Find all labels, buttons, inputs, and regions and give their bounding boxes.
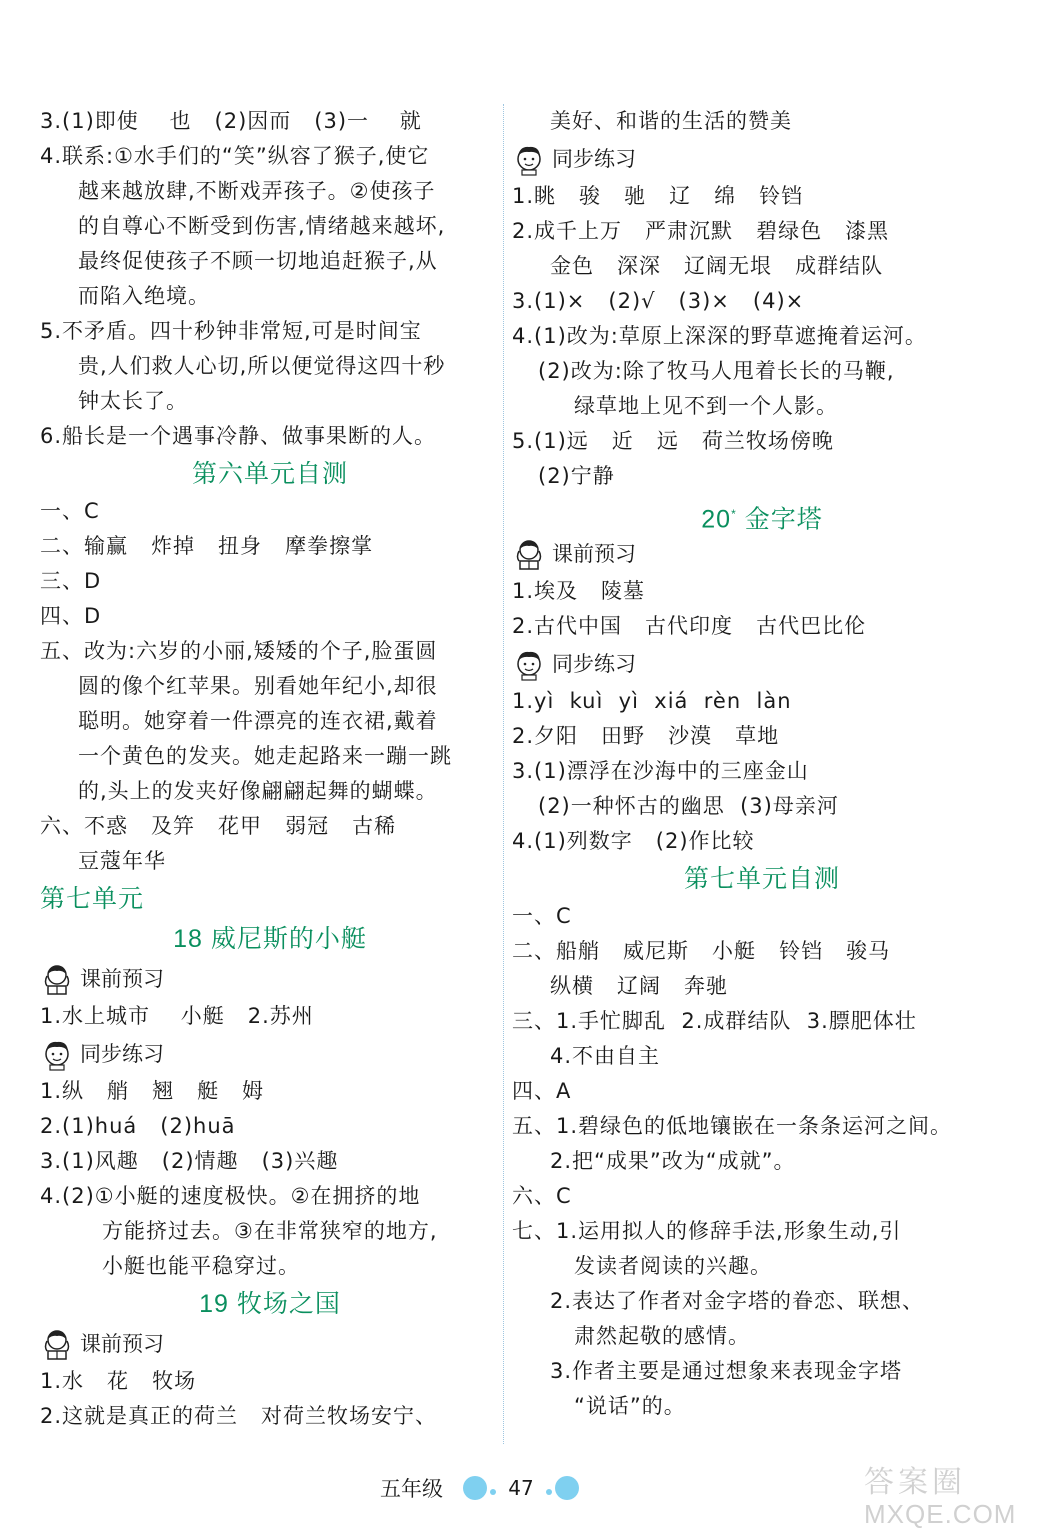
answer-line: 金色 深深 辽阔无垠 成群结队	[550, 254, 884, 278]
right-column	[512, 104, 1012, 1424]
answer-line: “说话”的。	[574, 1394, 686, 1418]
page-number-badge	[461, 1470, 581, 1506]
preview-label: 课前预习	[80, 1332, 164, 1356]
preview-label: 课前预习	[80, 967, 164, 991]
answer-line: 四、A	[512, 1079, 572, 1103]
answer-line: 4.不由自主	[550, 1044, 661, 1068]
answer-line: (2)一种怀古的幽思 (3)母亲河	[538, 794, 839, 818]
practice-section-header	[40, 1034, 500, 1074]
left-column	[40, 104, 500, 1434]
preview-label: 课前预习	[552, 542, 636, 566]
boy-face-icon	[512, 647, 546, 681]
answer-line: 3.(1)风趣 (2)情趣 (3)兴趣	[40, 1149, 339, 1173]
answer-line: 肃然起敬的感情。	[574, 1324, 750, 1348]
lesson20-number: 20	[701, 505, 732, 534]
answer-line: 三、D	[40, 569, 102, 593]
answer-line: 最终促使孩子不顾一切地追赶猴子,从	[78, 249, 438, 273]
answer-line: 2.(1)huá (2)huā	[40, 1114, 236, 1138]
practice-label: 同步练习	[80, 1042, 164, 1066]
answer-line: 4.(1)列数字 (2)作比较	[512, 829, 755, 853]
grade-label: 五年级	[380, 1477, 443, 1501]
answer-line: 豆蔻年华	[78, 849, 166, 873]
answer-line: 3.(1)即使 也 (2)因而 (3)一 就	[40, 109, 422, 133]
preview-section-header	[40, 1324, 500, 1364]
unit7-test-title: 第七单元自测	[683, 865, 840, 893]
lesson20-name: 金字塔	[744, 505, 823, 534]
answer-line: 的自尊心不断受到伤害,情绪越来越坏,	[78, 214, 446, 238]
answer-line: 圆的像个红苹果。别看她年纪小,却很	[78, 674, 438, 698]
watermark-url: MXQE.COM	[864, 1499, 1017, 1529]
answer-line: 4.(2)①小艇的速度极快。②在拥挤的地	[40, 1184, 421, 1208]
answer-line: 2.这就是真正的荷兰 对荷兰牧场安宁、	[40, 1404, 438, 1428]
answer-line: 贵,人们救人心切,所以便觉得这四十秒	[78, 354, 446, 378]
answer-line: 六、不惑 及笄 花甲 弱冠 古稀	[40, 814, 397, 838]
answer-line: 2.成千上万 严肃沉默 碧绿色 漆黑	[512, 219, 890, 243]
preview-section-header	[40, 959, 500, 999]
page-footer	[380, 1468, 581, 1508]
answer-line: 的,头上的发夹好像翩翩起舞的蝴蝶。	[78, 779, 438, 803]
answer-line: 4.(1)改为:草原上深深的野草遮掩着运河。	[512, 324, 927, 348]
watermark-text: 答案圈	[864, 1466, 966, 1499]
answer-line: 而陷入绝境。	[78, 284, 210, 308]
answer-line: 3.(1)× (2)√ (3)× (4)×	[512, 289, 805, 313]
girl-reading-icon	[512, 537, 546, 571]
boy-face-icon	[40, 1037, 74, 1071]
answer-line: 2.古代中国 古代印度 古代巴比伦	[512, 614, 867, 638]
answer-line: 1.水上城市 小艇 2.苏州	[40, 1004, 314, 1028]
answer-line: 六、C	[512, 1184, 572, 1208]
answer-line: 绿草地上见不到一个人影。	[574, 394, 838, 418]
answer-line: 聪明。她穿着一件漂亮的连衣裙,戴着	[78, 709, 438, 733]
answer-line: 纵横 辽阔 奔驰	[550, 974, 729, 998]
column-divider	[503, 104, 504, 1444]
answer-line: 七、1.运用拟人的修辞手法,形象生动,引	[512, 1219, 902, 1243]
answer-line: 一、C	[40, 499, 100, 523]
answer-line: 1.眺 骏 驰 辽 绵 铃铛	[512, 184, 804, 208]
practice-label: 同步练习	[552, 652, 636, 676]
answer-line: 三、1.手忙脚乱 2.成群结队 3.膘肥体壮	[512, 1009, 917, 1033]
answer-line: 发读者阅读的兴趣。	[574, 1254, 772, 1278]
unit7-title: 第七单元	[40, 885, 145, 913]
answer-line: 5.不矛盾。四十秒钟非常短,可是时间宝	[40, 319, 422, 343]
answer-line: 一、C	[512, 904, 572, 928]
lesson20-star: *	[731, 507, 737, 521]
answer-line: 五、改为:六岁的小丽,矮矮的个子,脸蛋圆	[40, 639, 438, 663]
preview-section-header	[512, 534, 1012, 574]
unit6-test-title: 第六单元自测	[191, 460, 348, 488]
answer-line: 1.水 花 牧场	[40, 1369, 197, 1393]
answer-line: 1.纵 艄 翘 艇 姆	[40, 1079, 265, 1103]
answer-line: 越来越放肆,不断戏弄孩子。②使孩子	[78, 179, 436, 203]
practice-section-header	[512, 644, 1012, 684]
girl-reading-icon	[40, 1327, 74, 1361]
answer-line: 美好、和谐的生活的赞美	[550, 109, 792, 133]
page-number: 47	[508, 1476, 534, 1500]
answer-line: 四、D	[40, 604, 102, 628]
practice-section-header	[512, 139, 1012, 179]
lesson19-title: 19 牧场之国	[199, 1290, 341, 1318]
lesson18-title: 18 威尼斯的小艇	[173, 925, 367, 953]
practice-label: 同步练习	[552, 147, 636, 171]
answer-line: (2)改为:除了牧马人甩着长长的马鞭,	[538, 359, 895, 383]
answer-line: 4.联系:①水手们的“笑”纵容了猴子,使它	[40, 144, 430, 168]
answer-line: 3.作者主要是通过想象来表现金字塔	[550, 1359, 903, 1383]
answer-line: 1.yì kuì yì xiá rèn làn	[512, 689, 792, 713]
answer-line: 5.(1)远 近 远 荷兰牧场傍晚	[512, 429, 834, 453]
answer-line: 6.船长是一个遇事冷静、做事果断的人。	[40, 424, 437, 448]
answer-line: 小艇也能平稳穿过。	[102, 1254, 300, 1278]
girl-reading-icon	[40, 962, 74, 996]
boy-face-icon	[512, 142, 546, 176]
answer-line: 二、输赢 炸掉 扭身 摩拳擦掌	[40, 534, 374, 558]
answer-line: 2.表达了作者对金字塔的眷恋、联想、	[550, 1289, 925, 1313]
answer-line: 方能挤过去。③在非常狭窄的地方,	[102, 1219, 438, 1243]
answer-line: 钟太长了。	[78, 389, 188, 413]
lesson20-title	[512, 494, 1012, 534]
answer-line: 一个黄色的发夹。她走起路来一蹦一跳	[78, 744, 452, 768]
answer-line: 2.夕阳 田野 沙漠 草地	[512, 724, 780, 748]
watermark	[864, 1466, 1040, 1530]
answer-line: (2)宁静	[538, 464, 615, 488]
answer-line: 2.把“成果”改为“成就”。	[550, 1149, 796, 1173]
answer-line: 3.(1)漂浮在沙海中的三座金山	[512, 759, 809, 783]
answer-line: 二、船艄 威尼斯 小艇 铃铛 骏马	[512, 939, 891, 963]
answer-line: 五、1.碧绿色的低地镶嵌在一条条运河之间。	[512, 1114, 953, 1138]
answer-line: 1.埃及 陵墓	[512, 579, 646, 603]
